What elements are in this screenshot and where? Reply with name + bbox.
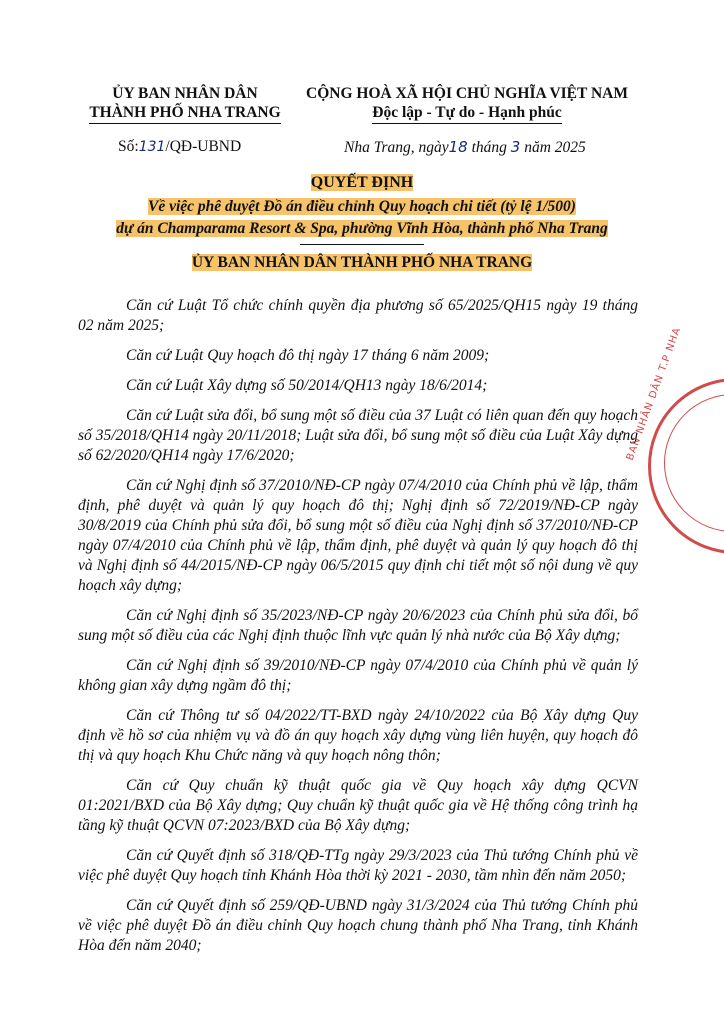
issuing-authority-line2: THÀNH PHỐ NHA TRANG bbox=[89, 103, 280, 124]
date-year: năm 2025 bbox=[524, 139, 586, 156]
seal-text: BAN NHÂN DÂN T.P NHA bbox=[624, 325, 684, 463]
document-number bbox=[118, 138, 241, 156]
issue-date bbox=[344, 138, 586, 157]
date-month-label: tháng bbox=[471, 139, 507, 156]
legal-basis-paragraph: Căn cứ Luật sửa đổi, bổ sung một số điều của 37 Luật có liên quan đến quy hoạch số 35/2018/QH14 ngày 20/11/2018; Luật sửa đổi, bổ sung một số điều của Luật Xây dựng số 62/2020/QH14 ngày 17/6/2020; bbox=[78, 407, 638, 464]
document-number-suffix: /QĐ-UBND bbox=[165, 138, 242, 155]
national-motto bbox=[292, 84, 642, 124]
legal-basis-paragraph: Căn cứ Luật Tổ chức chính quyền địa phương số 65/2025/QH15 ngày 19 tháng 02 năm 2025; bbox=[78, 297, 638, 334]
legal-basis-paragraph: Căn cứ Nghị định số 39/2010/NĐ-CP ngày 07/4/2010 của Chính phủ về quản lý không gian xây dựng ngầm đô thị; bbox=[78, 657, 638, 694]
issuing-authority-line1: ỦY BAN NHÂN DÂN bbox=[112, 85, 258, 102]
issuing-authority bbox=[70, 84, 300, 124]
legal-basis-paragraph: Căn cứ Nghị định số 37/2010/NĐ-CP ngày 07/4/2010 của Chính phủ về lập, thẩm định, phê duyệt và quản lý quy hoạch đô thị; Nghị định số 72/2019/NĐ-CP ngày 30/8/2019 của Chính phủ sửa đổi, bổ sung một số điều của Nghị định số 37/2010/NĐ-CP ngày 07/4/2010 của Chính phủ về lập, thẩm định, phê duyệt và quản lý quy hoạch đô thị và Nghị định số 44/2015/NĐ-CP ngày 06/5/2015 quy định chi tiết một số nội dung về quy hoạch xây dựng; bbox=[78, 477, 638, 594]
legal-basis-paragraph: Căn cứ Luật Quy hoạch đô thị ngày 17 tháng 6 năm 2009; bbox=[126, 347, 490, 364]
authority-heading: ỦY BAN NHÂN DÂN THÀNH PHỐ NHA TRANG bbox=[191, 254, 533, 271]
legal-basis-paragraph: Căn cứ Quyết định số 318/QĐ-TTg ngày 29/3/2023 của Thủ tướng Chính phủ về việc phê duyệt Quy hoạch tỉnh Khánh Hòa thời kỳ 2021 - 2030, tầm nhìn đến năm 2050; bbox=[78, 847, 638, 884]
document-title-row bbox=[0, 174, 724, 192]
document-title: QUYẾT ĐỊNH bbox=[310, 174, 414, 191]
document-number-prefix: Số: bbox=[118, 138, 139, 155]
legal-basis-paragraph: Căn cứ Quy chuẩn kỹ thuật quốc gia về Quy hoạch xây dựng QCVN 01:2021/BXD của Bộ Xây dựng; Quy chuẩn kỹ thuật quốc gia về Hệ thống công trình hạ tầng kỹ thuật QCVN 07:2023/BXD của Bộ Xây dựng; bbox=[78, 777, 638, 834]
legal-basis-paragraph: Căn cứ Luật Xây dựng số 50/2014/QH13 ngày 18/6/2014; bbox=[126, 377, 488, 394]
date-month: 3 bbox=[510, 138, 521, 156]
subject-divider bbox=[300, 244, 424, 245]
legal-basis bbox=[78, 296, 638, 966]
national-title: CỘNG HOÀ XÃ HỘI CHỦ NGHĨA VIỆT NAM bbox=[306, 85, 628, 102]
legal-basis-paragraph: Căn cứ Thông tư số 04/2022/TT-BXD ngày 24/10/2022 của Bộ Xây dựng Quy định về hồ sơ của nhiệm vụ và đồ án quy hoạch xây dựng vùng liên huyện, quy hoạch đô thị và quy hoạch Khu Chức năng và quy hoạch nông thôn; bbox=[78, 707, 638, 764]
motto: Độc lập - Tự do - Hạnh phúc bbox=[372, 103, 561, 124]
document-number-handwritten: 131 bbox=[138, 139, 166, 155]
subject-line2: dự án Champarama Resort & Spa, phường Vĩnh Hòa, thành phố Nha Trang bbox=[116, 220, 608, 237]
document-subject bbox=[0, 196, 724, 240]
date-day: 18 bbox=[448, 138, 468, 156]
authority-heading-row bbox=[0, 254, 724, 272]
legal-basis-paragraph: Căn cứ Quyết định số 259/QĐ-UBND ngày 31/3/2024 của Thủ tướng Chính phủ về việc phê duyệt Đồ án điều chỉnh Quy hoạch chung thành phố Nha Trang, tỉnh Khánh Hòa đến năm 2040; bbox=[78, 897, 638, 954]
subject-line1: Về việc phê duyệt Đồ án điều chỉnh Quy hoạch chi tiết (tỷ lệ 1/500) bbox=[148, 198, 576, 215]
date-place: Nha Trang, ngày bbox=[344, 139, 449, 156]
legal-basis-paragraph: Căn cứ Nghị định số 35/2023/NĐ-CP ngày 20/6/2023 của Chính phủ sửa đổi, bổ sung một số điều của các Nghị định thuộc lĩnh vực quản lý nhà nước của Bộ Xây dựng; bbox=[78, 607, 638, 644]
